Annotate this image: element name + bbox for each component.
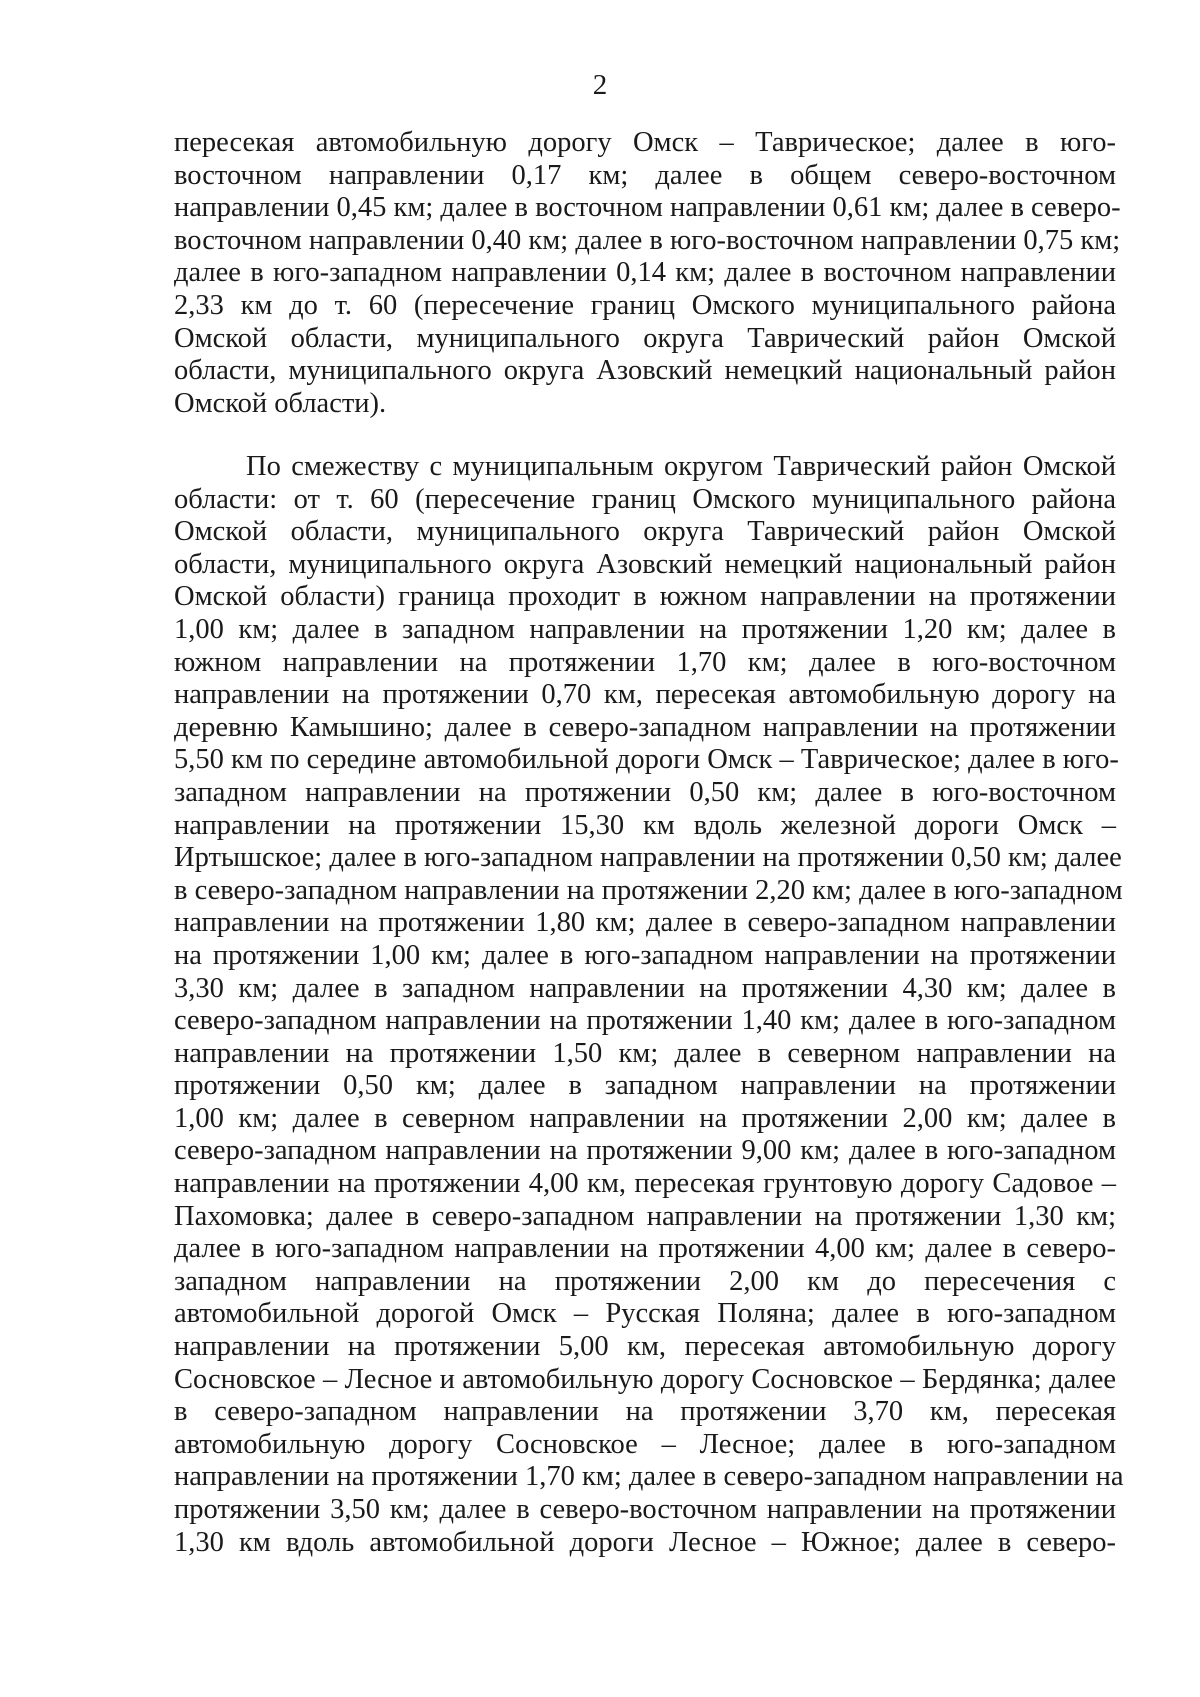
text-line: 3,30 км; далее в западном направлении на протяжении 4,30 км; далее в bbox=[174, 972, 1116, 1004]
text-line: северо-западном направлении на протяжении 1,40 км; далее в юго-западном bbox=[174, 1005, 1116, 1037]
text-line: протяжении 0,50 км; далее в западном направлении на протяжении bbox=[174, 1070, 1116, 1102]
text-line: Омской области, муниципального округа Таврический район Омской bbox=[174, 322, 1116, 354]
text-line: в северо-западном направлении на протяжении 3,70 км, пересекая bbox=[174, 1396, 1116, 1428]
text-line: далее в юго-западном направлении на протяжении 4,00 км; далее в северо- bbox=[174, 1233, 1116, 1265]
text-line: направлении 0,45 км; далее в восточном направлении 0,61 км; далее в северо- bbox=[174, 192, 1121, 224]
text-line: направлении на протяжении 5,00 км, пересекая автомобильную дорогу bbox=[174, 1331, 1116, 1363]
text-line: пересекая автомобильную дорогу Омск – Таврическое; далее в юго- bbox=[174, 127, 1116, 158]
text-line: направлении на протяжении 1,50 км; далее в северном направлении на bbox=[174, 1037, 1116, 1069]
text-line: на протяжении 1,00 км; далее в юго-западном направлении на протяжении bbox=[174, 939, 1116, 971]
text-line: южном направлении на протяжении 1,70 км; далее в юго-восточном bbox=[174, 646, 1116, 678]
text-line: в северо-западном направлении на протяжении 2,20 км; далее в юго-западном bbox=[174, 874, 1123, 906]
text-line: автомобильной дорогой Омск – Русская Поляна; далее в юго-западном bbox=[174, 1298, 1116, 1330]
text-line: деревню Камышино; далее в северо-западном направлении на протяжении bbox=[174, 711, 1116, 743]
text-line: автомобильную дорогу Сосновское – Лесное; далее в юго-западном bbox=[174, 1428, 1116, 1460]
text-line: Омской области). bbox=[174, 387, 387, 419]
text-line: направлении на протяжении 15,30 км вдоль железной дороги Омск – bbox=[174, 809, 1116, 841]
text-line: западном направлении на протяжении 0,50 км; далее в юго-восточном bbox=[174, 776, 1116, 808]
text-line: Омской области) граница проходит в южном направлении на протяжении bbox=[174, 581, 1116, 613]
page-number: 2 bbox=[592, 69, 608, 101]
text-line: северо-западном направлении на протяжении 9,00 км; далее в юго-западном bbox=[174, 1135, 1116, 1167]
text-line: области, муниципального округа Азовский немецкий национальный район bbox=[174, 548, 1116, 580]
text-line: Сосновское – Лесное и автомобильную дорогу Сосновское – Бердянка; далее bbox=[174, 1363, 1116, 1395]
paragraph-continuation bbox=[174, 127, 1121, 420]
text-line: 1,00 км; далее в северном направлении на протяжении 2,00 км; далее в bbox=[174, 1102, 1116, 1134]
text-line: Иртышское; далее в юго-западном направлении на протяжении 0,50 км; далее bbox=[174, 842, 1122, 874]
text-line: 1,00 км; далее в западном направлении на протяжении 1,20 км; далее в bbox=[174, 613, 1116, 645]
text-line: восточном направлении 0,17 км; далее в общем северо-восточном bbox=[174, 159, 1116, 191]
text-line: Пахомовка; далее в северо-западном направлении на протяжении 1,30 км; bbox=[174, 1200, 1116, 1232]
text-line: области, муниципального округа Азовский немецкий национальный район bbox=[174, 355, 1116, 387]
paragraph-boundary-tavrichesky bbox=[174, 451, 1124, 1559]
text-line: направлении на протяжении 4,00 км, пересекая грунтовую дорогу Садовое – bbox=[174, 1168, 1116, 1200]
text-line: протяжении 3,50 км; далее в северо-восточном направлении на протяжении bbox=[174, 1494, 1116, 1525]
text-line: далее в юго-западном направлении 0,14 км; далее в восточном направлении bbox=[174, 257, 1116, 289]
text-line: 5,50 км по середине автомобильной дороги Омск – Таврическое; далее в юго- bbox=[174, 744, 1119, 776]
text-line: направлении на протяжении 1,80 км; далее в северо-западном направлении bbox=[174, 907, 1116, 939]
text-line: 1,30 км вдоль автомобильной дороги Лесное – Южное; далее в северо- bbox=[174, 1526, 1116, 1558]
text-line: 2,33 км до т. 60 (пересечение границ Омского муниципального района bbox=[174, 289, 1116, 321]
text-line: Омской области, муниципального округа Таврический район Омской bbox=[174, 516, 1116, 548]
text-line: По смежеству с муниципальным округом Таврический район Омской bbox=[246, 451, 1116, 482]
text-line: направлении на протяжении 1,70 км; далее в северо-западном направлении на bbox=[174, 1461, 1124, 1493]
text-line: западном направлении на протяжении 2,00 км до пересечения с bbox=[174, 1265, 1116, 1297]
text-line: восточном направлении 0,40 км; далее в юго-восточном направлении 0,75 км; bbox=[174, 224, 1121, 256]
text-line: области: от т. 60 (пересечение границ Омского муниципального района bbox=[174, 483, 1116, 515]
text-line: направлении на протяжении 0,70 км, пересекая автомобильную дорогу на bbox=[174, 679, 1116, 711]
